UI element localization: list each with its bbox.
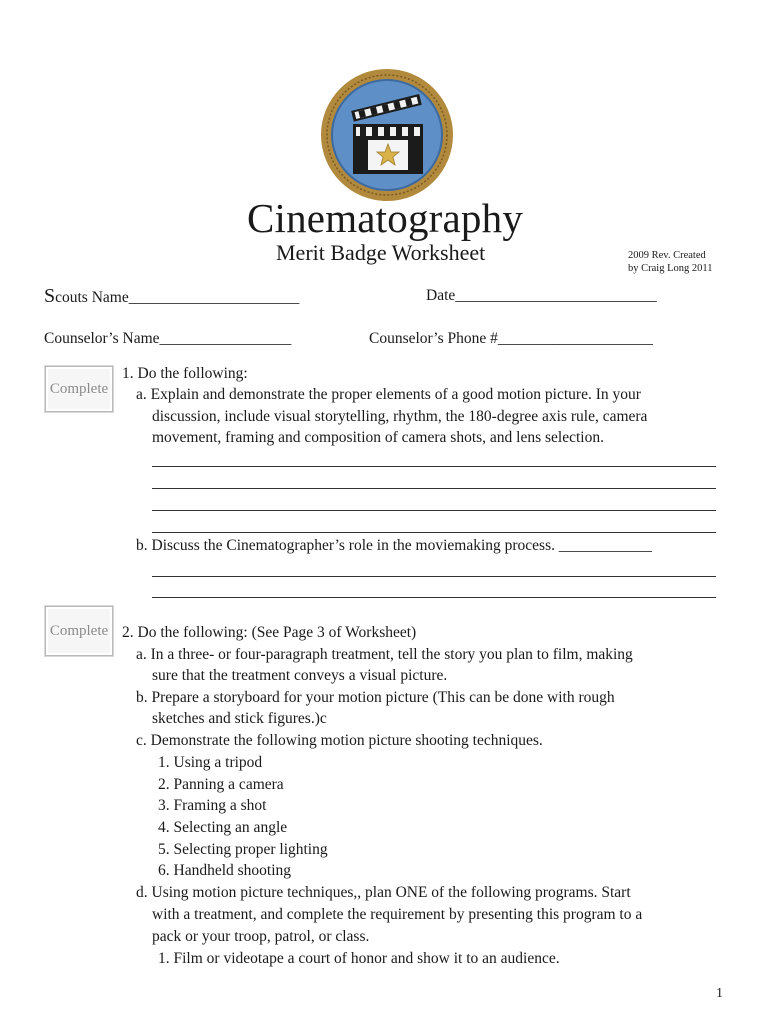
technique-item: 3. Framing a shot xyxy=(158,797,267,814)
answer-line[interactable] xyxy=(152,532,716,533)
page-subtitle: Merit Badge Worksheet xyxy=(276,240,486,265)
req1b-line: b. Discuss the Cinematographer’s role in the moviemaking process. ____________ xyxy=(136,537,652,554)
answer-line[interactable] xyxy=(152,488,716,489)
revision-line-2: by Craig Long 2011 xyxy=(628,263,713,274)
counselor-name-field[interactable]: Counselor’s Name_________________ xyxy=(44,330,292,347)
technique-item: 5. Selecting proper lighting xyxy=(158,841,328,858)
answer-line[interactable] xyxy=(152,597,716,598)
page-number: 1 xyxy=(716,986,723,1001)
scouts-name-field[interactable] xyxy=(44,285,299,308)
revision-note xyxy=(628,249,712,275)
complete-button-req2[interactable]: Complete xyxy=(45,606,113,656)
req1a-line: movement, framing and composition of camera shots, and lens selection. xyxy=(152,429,604,446)
page-title: Cinematography xyxy=(246,195,524,241)
req2d-line: pack or your troop, patrol, or class. xyxy=(152,928,370,945)
req2-heading: 2. Do the following: (See Page 3 of Worksheet) xyxy=(122,624,417,641)
technique-item: 6. Handheld shooting xyxy=(158,862,292,879)
req1a-line: discussion, include visual storytelling, rhythm, the 180-degree axis rule, camera xyxy=(152,408,648,425)
req2b-line: sketches and stick figures.)c xyxy=(152,710,327,727)
answer-line[interactable] xyxy=(152,466,716,467)
counselor-phone-field[interactable]: Counselor’s Phone #____________________ xyxy=(369,330,653,347)
revision-line-1: 2009 Rev. Created xyxy=(628,250,706,261)
req2b-line: b. Prepare a storyboard for your motion picture (This can be done with rough xyxy=(136,689,615,706)
answer-line[interactable] xyxy=(152,576,716,577)
complete-button-req1[interactable]: Complete xyxy=(45,366,113,412)
scouts-name-label: couts Name______________________ xyxy=(55,289,300,306)
technique-item: 2. Panning a camera xyxy=(158,776,284,793)
req2a-line: a. In a three- or four-paragraph treatment, tell the story you plan to film, making xyxy=(136,646,633,663)
req2d-line: with a treatment, and complete the requirement by presenting this program to a xyxy=(152,906,643,923)
technique-item: 1. Using a tripod xyxy=(158,754,263,771)
scouts-initial: S xyxy=(44,285,56,307)
answer-line[interactable] xyxy=(152,510,716,511)
req2c-line: c. Demonstrate the following motion picture shooting techniques. xyxy=(136,732,543,749)
req2d-line: d. Using motion picture techniques,, plan ONE of the following programs. Start xyxy=(136,884,631,901)
req2a-line: sure that the treatment conveys a visual picture. xyxy=(152,667,448,684)
date-field[interactable]: Date__________________________ xyxy=(426,287,657,304)
technique-item: 4. Selecting an angle xyxy=(158,819,288,836)
req1-heading: 1. Do the following: xyxy=(122,365,248,382)
req2d-item: 1. Film or videotape a court of honor and show it to an audience. xyxy=(158,950,560,967)
req1a-line: a. Explain and demonstrate the proper elements of a good motion picture. In your xyxy=(136,386,641,403)
merit-badge-emblem xyxy=(320,68,454,202)
